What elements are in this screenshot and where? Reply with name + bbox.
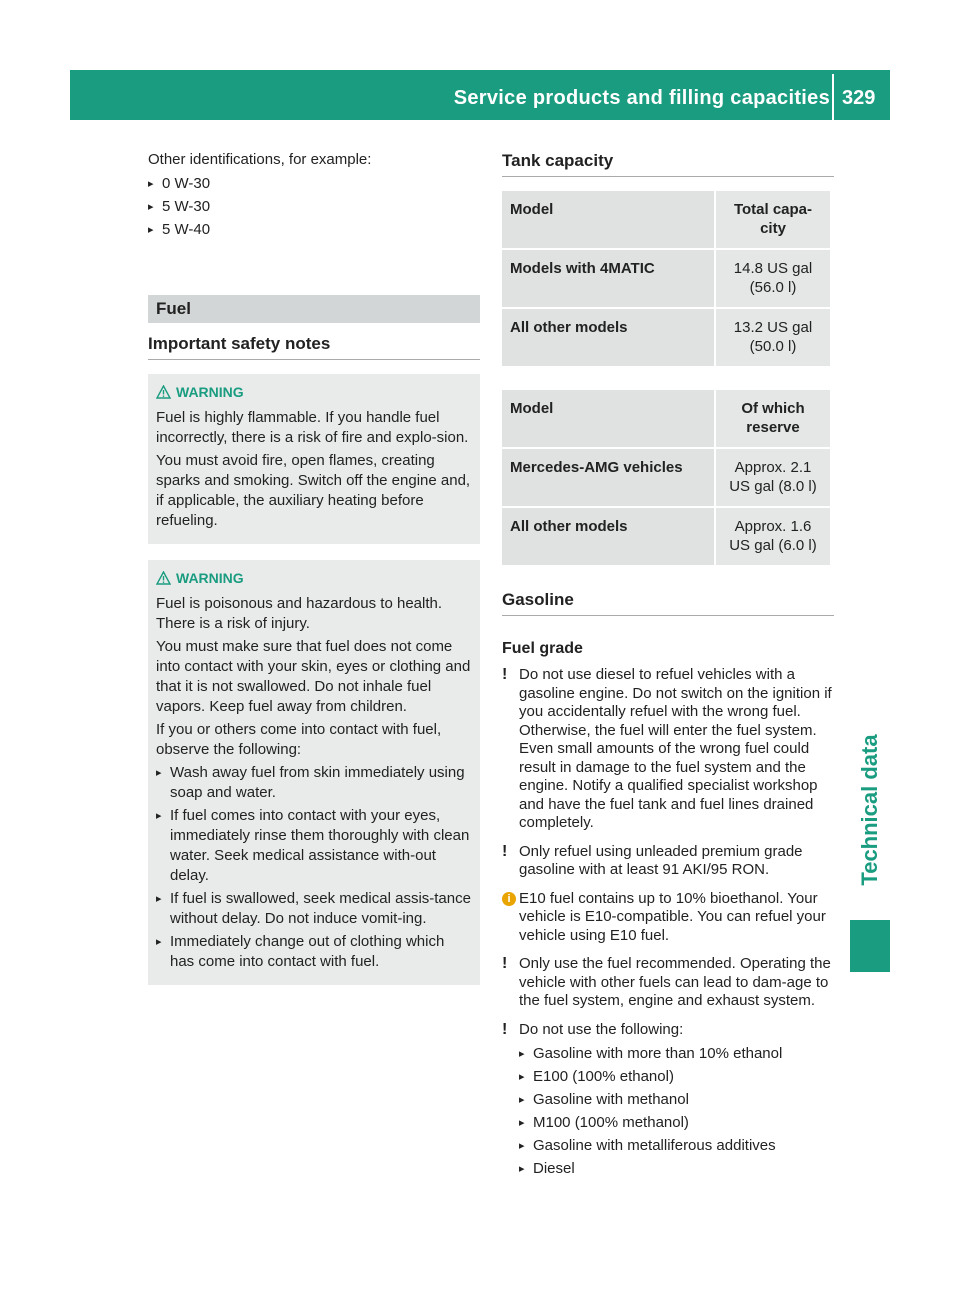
warning-triangle-icon xyxy=(156,571,171,585)
table-cell: Approx. 1.6 US gal (6.0 l) xyxy=(716,508,830,565)
page-header xyxy=(70,70,890,120)
list-item: ▸ If fuel is swallowed, seek medical assis-tance without delay. Do not induce vomit-ing. xyxy=(156,889,472,929)
exclamation-icon: ! xyxy=(502,842,508,860)
warning-header xyxy=(156,382,472,402)
note-text: Do not use diesel to refuel vehicles with a gasoline engine. Do not switch on the ignition if you accidentally refuel with the wrong fuel. Otherwise, the fuel will enter the fuel system. Even small amounts of the wrong fuel could result in damage to the fuel system and the engine. Notify a qualified specialist workshop and have the fuel tank and fuel lines drained completely. xyxy=(519,666,832,831)
caution-note xyxy=(502,843,834,880)
warning-label: WARNING xyxy=(176,570,244,586)
exclamation-icon: ! xyxy=(502,1020,508,1038)
fuel-grade-heading: Fuel grade xyxy=(502,640,583,657)
chapter-side-tab xyxy=(850,680,890,940)
warning-box-poisonous xyxy=(148,560,480,985)
caution-note xyxy=(502,666,834,833)
chapter-marker xyxy=(850,920,890,972)
safety-heading: Important safety notes xyxy=(148,333,480,360)
table-row xyxy=(502,449,830,506)
table-header-cell: Total capa-city xyxy=(716,191,830,248)
table-cell: 14.8 US gal (56.0 l) xyxy=(716,250,830,307)
prohibited-fuels-list xyxy=(519,1044,834,1179)
caution-note xyxy=(502,955,834,1011)
list-item: ▸ If fuel comes into contact with your eyes, immediately rinse them thoroughly with clean water. Seek medical assistance with-out delay. xyxy=(156,806,472,886)
warning-text: If you or others come into contact with fuel, observe the following: xyxy=(156,721,442,758)
table-header-cell: Of which reserve xyxy=(716,390,830,447)
list-item: ▸ 5 W-40 xyxy=(148,220,480,240)
list-item: ▸ Diesel xyxy=(519,1159,834,1179)
info-note xyxy=(502,890,834,946)
list-item: ▸ M100 (100% methanol) xyxy=(519,1113,834,1133)
table-cell: Models with 4MATIC xyxy=(502,250,714,307)
table-cell: 13.2 US gal (50.0 l) xyxy=(716,309,830,366)
note-text: Only use the fuel recommended. Operating the vehicle with other fuels can lead to dam-age to the fuel system, engine and exhaust system. xyxy=(519,955,831,1009)
warning-text: You must make sure that fuel does not come into contact with your skin, eyes or clothing and that it is not swallowed. Do not inhale fuel vapors. Keep fuel away from children. xyxy=(156,638,471,715)
table-cell: Approx. 2.1 US gal (8.0 l) xyxy=(716,449,830,506)
page-header-title: Service products and filling capacities xyxy=(453,87,830,109)
list-item: ▸ Immediately change out of clothing which has come into contact with fuel. xyxy=(156,932,472,972)
chapter-label: Technical data xyxy=(857,734,882,886)
warning-box-flammable xyxy=(148,374,480,544)
note-text: E10 fuel contains up to 10% bioethanol. Your vehicle is E10-compatible. You can refuel your vehicle using E10 fuel. xyxy=(519,889,826,944)
warning-text: Fuel is highly flammable. If you handle fuel incorrectly, there is a risk of fire and explo-sion. xyxy=(156,409,469,446)
first-aid-list xyxy=(156,763,472,972)
list-item: ▸ Gasoline with methanol xyxy=(519,1090,834,1110)
list-item: ▸ Gasoline with metalliferous additives xyxy=(519,1136,834,1156)
section-title-fuel: Fuel xyxy=(148,295,480,323)
exclamation-icon: ! xyxy=(502,666,508,683)
warning-label: WARNING xyxy=(176,384,244,400)
list-item: ▸ Wash away fuel from skin immediately using soap and water. xyxy=(156,763,472,803)
gasoline-heading: Gasoline xyxy=(502,589,834,616)
list-item: ▸ E100 (100% ethanol) xyxy=(519,1067,834,1087)
list-item: ▸ 0 W-30 xyxy=(148,174,480,194)
warning-text: Fuel is poisonous and hazardous to health. There is a risk of injury. xyxy=(156,595,443,632)
reserve-capacity-table xyxy=(500,388,832,567)
info-icon: i xyxy=(502,892,516,906)
tank-capacity-table xyxy=(500,189,832,368)
exclamation-icon: ! xyxy=(502,955,508,972)
tank-capacity-heading: Tank capacity xyxy=(502,150,834,177)
caution-note xyxy=(502,1021,834,1180)
table-header-row xyxy=(502,390,830,447)
table-header-cell: Model xyxy=(502,191,714,248)
header-separator xyxy=(832,74,834,120)
warning-header xyxy=(156,568,472,588)
oil-intro: Other identifications, for example: xyxy=(148,151,372,168)
note-text: Do not use the following: xyxy=(519,1020,684,1038)
table-row xyxy=(502,508,830,565)
list-item: ▸ 5 W-30 xyxy=(148,197,480,217)
table-cell: All other models xyxy=(502,508,714,565)
table-row xyxy=(502,309,830,366)
oil-grade-list xyxy=(148,174,480,240)
note-text: Only refuel using unleaded premium grade gasoline with at least 91 AKI/95 RON. xyxy=(519,842,803,878)
list-item: ▸ Gasoline with more than 10% ethanol xyxy=(519,1044,834,1064)
page-number: 329 xyxy=(842,87,876,109)
warning-triangle-icon xyxy=(156,385,171,399)
table-header-row xyxy=(502,191,830,248)
table-cell: Mercedes-AMG vehicles xyxy=(502,449,714,506)
warning-text: You must avoid fire, open flames, creating sparks and smoking. Switch off the engine and, if applicable, the auxiliary heating before refueling. xyxy=(156,452,471,529)
table-cell: All other models xyxy=(502,309,714,366)
table-header-cell: Model xyxy=(502,390,714,447)
left-column xyxy=(148,150,480,985)
table-row xyxy=(502,250,830,307)
right-column xyxy=(502,150,834,1182)
